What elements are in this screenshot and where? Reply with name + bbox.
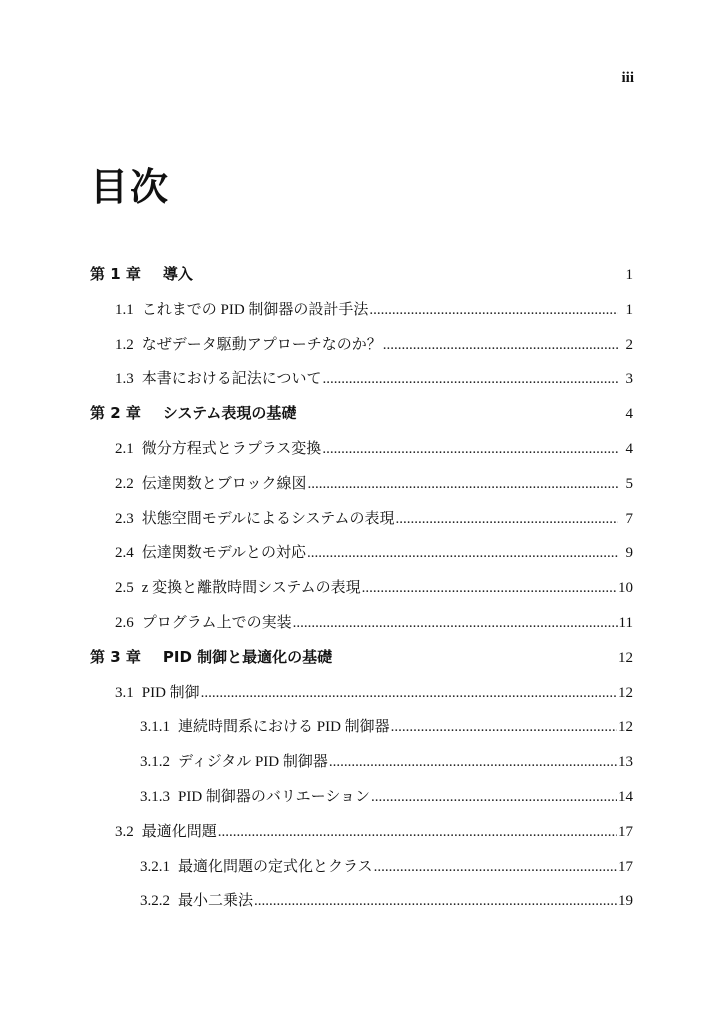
page-number: iii <box>621 70 634 86</box>
toc-section-entry[interactable] <box>115 472 633 493</box>
toc-entry-title: PID 制御 <box>141 684 200 701</box>
toc-entry-title: PID 制御器のバリエーション <box>178 789 371 805</box>
toc-leader-dots <box>396 511 618 528</box>
toc-entry-number: 3.1.2 <box>140 754 170 771</box>
toc-section-entry[interactable] <box>115 820 633 841</box>
toc-entry-page: 4 <box>625 441 633 457</box>
toc-section-entry[interactable] <box>115 507 633 528</box>
page-title: 目次 <box>90 165 171 209</box>
toc-entry-page: 7 <box>625 510 633 527</box>
toc-entry-number: 3.2.2 <box>140 893 170 910</box>
toc-section-entry[interactable] <box>115 681 633 702</box>
toc-section-entry[interactable] <box>115 333 633 354</box>
toc-entry-title: z 変換と離散時間システムの表現 <box>141 580 361 597</box>
toc-leader-dots <box>218 824 617 841</box>
toc-chapter-entry[interactable] <box>90 646 633 667</box>
toc-entry-number: 2.6 <box>115 615 134 631</box>
toc-entry-number: 第 2 章 <box>90 404 141 423</box>
toc-leader-dots <box>362 580 617 597</box>
toc-entry-title: 導入 <box>162 265 193 283</box>
toc-entry-page: 14 <box>618 789 633 805</box>
toc-leader-dots <box>371 789 617 806</box>
toc-chapter-entry[interactable] <box>90 402 633 423</box>
toc-entry-number: 第 1 章 <box>90 265 141 283</box>
toc-entry-number: 3.1.1 <box>140 719 170 736</box>
toc-entry-page: 17 <box>618 858 633 875</box>
toc-entry-title: 伝達関数モデルとの対応 <box>141 545 307 562</box>
toc-entry-title: 最適化問題の定式化とクラス <box>178 858 373 875</box>
toc-section-entry[interactable] <box>140 889 633 910</box>
toc-leader-dots <box>322 441 618 458</box>
toc-entry-page: 11 <box>618 615 633 631</box>
toc-section-entry[interactable] <box>140 715 633 736</box>
toc-entry-title: 最適化問題 <box>141 823 217 840</box>
toc-entry-number: 2.2 <box>115 475 134 492</box>
toc-entry-page: 19 <box>618 893 633 910</box>
toc-entry-page: 17 <box>618 823 633 840</box>
toc-entry-number: 2.4 <box>115 545 134 562</box>
toc-section-entry[interactable] <box>115 437 633 458</box>
toc-entry-page: 13 <box>618 754 633 771</box>
toc-section-entry[interactable] <box>115 298 633 319</box>
toc-leader-dots <box>307 476 618 493</box>
toc-section-entry[interactable] <box>115 611 633 632</box>
toc-entry-title: 最小二乗法 <box>178 893 254 910</box>
toc-leader-dots <box>383 337 618 354</box>
toc-entry-page: 1 <box>625 301 633 318</box>
toc-leader-dots <box>374 859 617 876</box>
toc-entry-title: ディジタル PID 制御器 <box>178 754 328 771</box>
toc-entry-number: 3.1 <box>115 684 134 701</box>
toc-entry-number: 1.3 <box>115 371 134 388</box>
toc-leader-dots <box>391 719 617 736</box>
toc-entry-number: 3.2.1 <box>140 858 170 875</box>
toc-leader-dots <box>329 754 617 771</box>
toc-entry-number: 第 3 章 <box>90 647 141 666</box>
toc-entry-number: 1.1 <box>115 301 134 318</box>
toc-entry-page: 3 <box>625 371 633 388</box>
toc-leader-dots <box>254 893 617 910</box>
toc-section-entry[interactable] <box>115 576 633 597</box>
toc-entry-page: 12 <box>618 649 633 666</box>
toc-entry-number: 2.1 <box>115 441 134 457</box>
toc-chapter-entry[interactable] <box>90 263 633 284</box>
toc-entry-title: これまでの PID 制御器の設計手法 <box>141 301 369 318</box>
toc-entry-number: 3.1.3 <box>140 789 170 805</box>
toc-section-entry[interactable] <box>140 785 633 806</box>
toc-entry-page: 12 <box>618 719 633 736</box>
toc-entry-page: 9 <box>625 545 633 562</box>
toc-entry-title: 本書における記法について <box>141 371 322 388</box>
toc-entry-page: 5 <box>625 475 633 492</box>
toc-leader-dots <box>201 685 617 702</box>
toc-section-entry[interactable] <box>115 367 633 388</box>
toc-entry-title: 状態空間モデルによるシステムの表現 <box>141 510 395 527</box>
toc-section-entry[interactable] <box>140 750 633 771</box>
toc-entry-title: 連続時間系における PID 制御器 <box>178 719 390 736</box>
toc-section-entry[interactable] <box>115 541 633 562</box>
toc-entry-title: 伝達関数とブロック線図 <box>141 475 307 492</box>
toc-entry-title: プログラム上での実装 <box>141 615 292 631</box>
toc-leader-dots <box>293 615 618 632</box>
toc-leader-dots <box>322 371 618 388</box>
toc-entry-title: PID 制御と最適化の基礎 <box>162 647 333 666</box>
toc-entry-number: 2.3 <box>115 510 134 527</box>
toc-entry-page: 4 <box>625 406 633 423</box>
toc-entry-page: 10 <box>618 580 633 597</box>
toc-entry-title: なぜデータ駆動アプローチなのか？ <box>141 336 382 353</box>
toc-entry-page: 12 <box>618 684 633 701</box>
toc-entry-title: 微分方程式とラプラス変換 <box>141 441 322 457</box>
toc-entry-page: 2 <box>625 336 633 353</box>
toc-entry-number: 1.2 <box>115 336 134 353</box>
toc-entry-page: 1 <box>625 267 633 283</box>
toc-section-entry[interactable] <box>140 855 633 876</box>
toc-entry-number: 2.5 <box>115 580 134 597</box>
toc-leader-dots <box>307 545 618 562</box>
toc-entry-number: 3.2 <box>115 823 134 840</box>
toc-leader-dots <box>369 302 618 319</box>
toc-entry-title: システム表現の基礎 <box>162 404 297 423</box>
